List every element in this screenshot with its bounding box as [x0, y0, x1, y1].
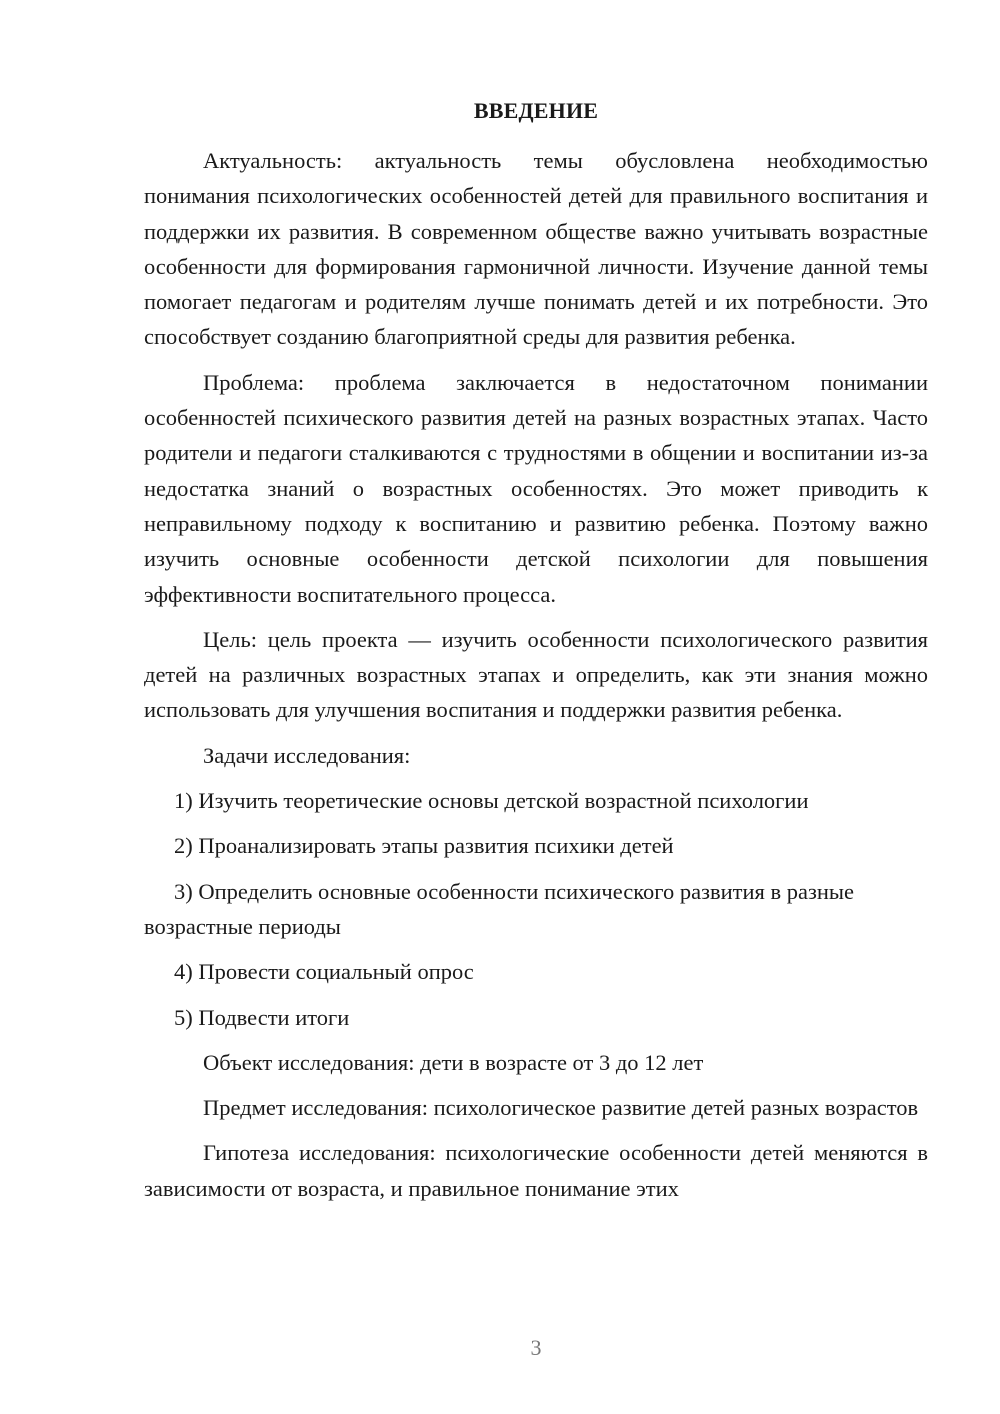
task-item-3: 3) Определить основные особенности психического развития в разные возрастные периоды	[144, 878, 855, 939]
paragraph-object: Объект исследования: дети в возрасте от 3 до 12 лет	[203, 1049, 704, 1075]
task-item-1: 1) Изучить теоретические основы детской возрастной психологии	[174, 788, 809, 814]
tasks-title: Задачи исследования:	[203, 742, 411, 768]
task-item-4: 4) Провести социальный опрос	[174, 959, 474, 985]
paragraph-hypothesis: Гипотеза исследования: психологические особенности детей меняются в зависимости от возраста, и правильное понимание этих	[144, 1140, 928, 1201]
task-item-2: 2) Проанализировать этапы развития психики детей	[174, 833, 674, 859]
document-body	[144, 143, 928, 1216]
paragraph-relevance: Актуальность: актуальность темы обусловлена необходимостью понимания психологических особенностей детей для правильного воспитания и поддержки их развития. В современном обществе важно учитывать возрастные особенности для формирования гармоничной личности. Изучение данной темы помогает педагогам и родителям лучше понимать детей и их потребности. Это способствует созданию благоприятной среды для развития ребенка.	[144, 148, 928, 350]
paragraph-problem: Проблема: проблема заключается в недостаточном понимании особенностей психического развития детей на разных возрастных этапах. Часто родители и педагоги сталкиваются с трудностями в общении и воспитании из-за недостатка знаний о возрастных особенностях. Это может приводить к неправильному подходу к воспитанию и развитию ребенка. Поэтому важно изучить основные особенности детской психологии для повышения эффективности воспитательного процесса.	[144, 369, 928, 607]
paragraph-goal: Цель: цель проекта — изучить особенности психологического развития детей на различных возрастных этапах и определить, как эти знания можно использовать для улучшения воспитания и поддержки развития ребенка.	[144, 626, 928, 723]
paragraph-subject: Предмет исследования: психологическое развитие детей разных возрастов	[203, 1095, 919, 1121]
section-heading: ВВЕДЕНИЕ	[473, 98, 599, 123]
task-item-5: 5) Подвести итоги	[174, 1004, 350, 1030]
page-number: 3	[530, 1335, 542, 1360]
